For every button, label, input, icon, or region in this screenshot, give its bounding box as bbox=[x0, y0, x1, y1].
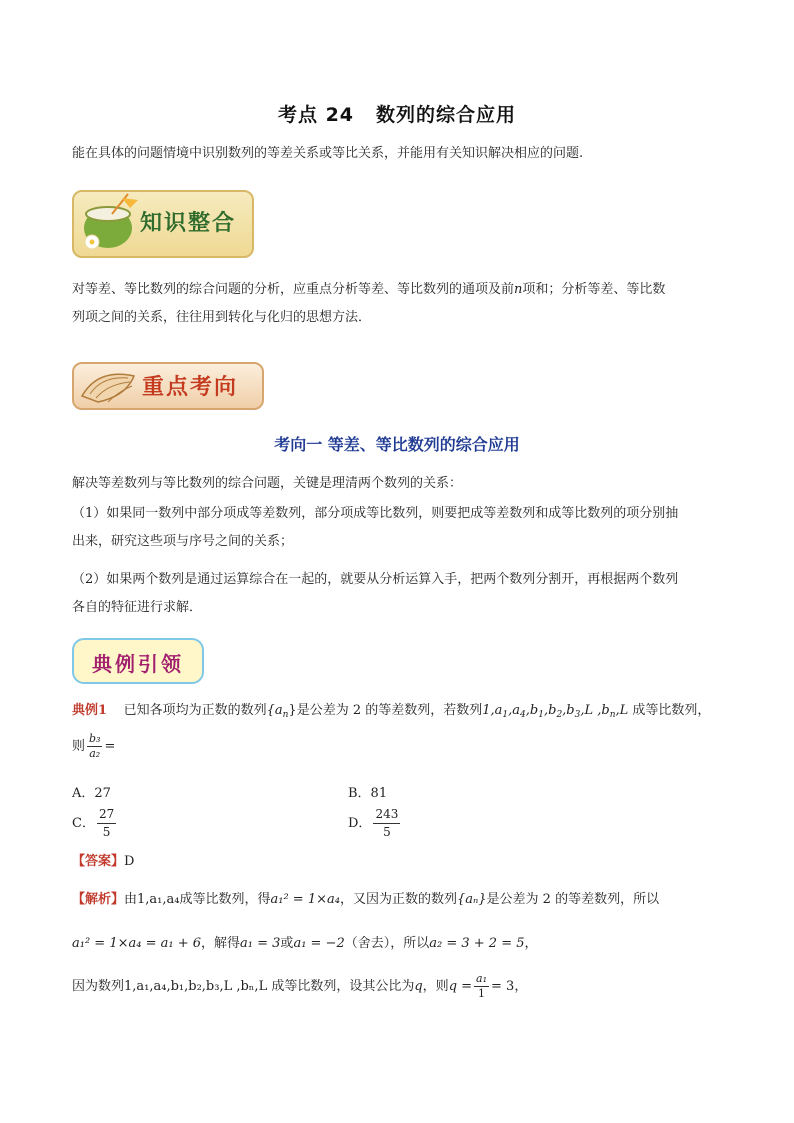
option-b[interactable]: B．81 bbox=[348, 786, 388, 801]
example1-ask-suffix: = bbox=[104, 739, 116, 754]
intro-paragraph: 能在具体的问题情境中识别数列的等差关系或等比关系，并能用有关知识解决相应的问题. bbox=[72, 146, 584, 161]
knowledge-text-line2: 列项之间的关系，往往用到转化与化归的思想方法． bbox=[72, 310, 372, 325]
example1-list-s4: 2 bbox=[556, 710, 563, 720]
option-d[interactable] bbox=[348, 806, 402, 841]
example1-list-s5: 3 bbox=[574, 710, 581, 720]
method-item1-line1: （1）如果同一数列中部分项成等差数列，部分项成等比数列，则要把成等差数列和成等比数列的项分别抽 bbox=[72, 506, 679, 521]
analysis-line-3 bbox=[72, 972, 732, 1001]
analysis-l3-eq-lhs: q = bbox=[448, 979, 473, 994]
knowledge-paragraph bbox=[72, 276, 727, 332]
example1-list-s3: 1 bbox=[538, 710, 544, 720]
example1-stem bbox=[72, 697, 732, 729]
knowledge-text-part1: 对等差、等比数列的综合问题的分析，应重点分析等差、等比数列的通项及前 bbox=[72, 282, 515, 297]
knowledge-text-part2: 项和；分析等差、等比数 bbox=[522, 282, 666, 297]
analysis-l2-a: ，解得 bbox=[201, 936, 241, 951]
example-banner bbox=[72, 638, 204, 684]
example1-stem-a: 已知各项均为正数的数列 bbox=[123, 703, 267, 718]
analysis-l2-r1: a₁ = 3 bbox=[240, 936, 281, 951]
answer-tag: 【答案】 bbox=[72, 854, 125, 869]
analysis-l2-r3: a₂ = 3 + 2 = 5 bbox=[429, 936, 525, 951]
example1-list-s6: n bbox=[609, 710, 616, 720]
example1-list-c5: ,L ,b bbox=[580, 703, 610, 718]
coconut-icon bbox=[78, 192, 142, 254]
option-d-label: D． bbox=[348, 816, 372, 831]
analysis-l1-a: 由1,a₁,a₄成等比数列，得 bbox=[124, 892, 271, 907]
analysis-l3-den: 1 bbox=[478, 987, 486, 1000]
example1-seq: {a bbox=[266, 703, 283, 718]
method-intro: 解决等差数列与等比数列的综合问题，关键是理清两个数列的关系： bbox=[72, 476, 463, 491]
option-c-fraction bbox=[97, 806, 116, 841]
analysis-l3-q: q bbox=[414, 979, 423, 994]
page-title bbox=[0, 100, 794, 127]
option-c[interactable] bbox=[72, 806, 118, 841]
analysis-l2-c: ， bbox=[524, 936, 538, 951]
example1-seq-sub: n bbox=[282, 710, 289, 720]
knowledge-banner bbox=[72, 190, 254, 258]
knowledge-var-n: n bbox=[514, 282, 523, 297]
answer-value: D bbox=[124, 854, 135, 869]
example-banner-label: 典例引领 bbox=[92, 652, 184, 676]
title-number: 24 bbox=[325, 104, 355, 126]
example1-ask-num: b₃ bbox=[89, 732, 101, 745]
analysis-line-2 bbox=[72, 930, 732, 958]
example1-list-c3: ,b bbox=[543, 703, 557, 718]
example1-list: 1,a bbox=[482, 703, 503, 718]
analysis-l3-b: ，则 bbox=[422, 979, 449, 994]
analysis-l3-c: ， bbox=[514, 979, 528, 994]
option-d-den: 5 bbox=[383, 825, 391, 839]
example1-seq-close: } bbox=[288, 703, 297, 718]
analysis-l2-eq: a₁² = 1×a₄ = a₁ + 6 bbox=[72, 936, 202, 951]
analysis-l1-eq: a₁² = 1×a₄ bbox=[270, 892, 340, 907]
example1-tag: 典例1 bbox=[72, 703, 108, 718]
example1-ask-den: a₂ bbox=[89, 747, 101, 760]
option-d-num: 243 bbox=[373, 806, 400, 824]
method-item2-line1: （2）如果两个数列是通过运算综合在一起的，就要从分析运算入手，把两个数列分割开，再根据两个数列 bbox=[72, 572, 679, 587]
option-d-fraction bbox=[373, 806, 400, 841]
example1-ask-fraction bbox=[87, 732, 102, 761]
example1-list-c2: ,b bbox=[525, 703, 539, 718]
option-a[interactable]: A．27 bbox=[72, 786, 111, 801]
focus-banner-label: 重点考向 bbox=[142, 374, 239, 400]
option-c-label: C． bbox=[72, 816, 95, 831]
example1-ask-prefix: 则 bbox=[72, 739, 86, 754]
analysis-l3-num: a₁ bbox=[476, 972, 488, 985]
method-item1-line2: 出来，研究这些项与序号之间的关系； bbox=[72, 534, 294, 549]
analysis-l3-a: 因为数列1,a₁,a₄,b₁,b₂,b₃,L ,bₙ,L 成等比数列，设其公比为 bbox=[72, 979, 415, 994]
answer-line bbox=[72, 848, 727, 876]
title-topic: 数列的综合应用 bbox=[376, 104, 517, 126]
analysis-l1-c: 是公差为 2 的等差数列，所以 bbox=[486, 892, 660, 907]
example1-list-c4: ,b bbox=[562, 703, 575, 718]
example1-list-c1: ,a bbox=[508, 703, 521, 718]
method-item-1 bbox=[72, 500, 727, 556]
title-label: 考点 bbox=[277, 104, 318, 126]
example1-list-c6: ,L bbox=[615, 703, 629, 718]
example1-question bbox=[72, 732, 727, 761]
example1-list-s1: 1 bbox=[502, 710, 509, 720]
analysis-l3-rhs: = 3 bbox=[491, 979, 515, 994]
section-subheading: 考向一 等差、等比数列的综合应用 bbox=[274, 435, 520, 454]
example1-list-s2: 4 bbox=[520, 710, 526, 720]
method-item-2 bbox=[72, 566, 727, 622]
analysis-l3-fraction bbox=[474, 972, 489, 1001]
analysis-l1-seq: {aₙ} bbox=[456, 892, 487, 907]
analysis-line-1 bbox=[72, 886, 732, 914]
example1-stem-b: 是公差为 2 的等差数列，若数列 bbox=[296, 703, 483, 718]
method-item2-line2: 各自的特征进行求解． bbox=[72, 600, 203, 615]
option-c-num: 27 bbox=[97, 806, 116, 824]
focus-banner bbox=[72, 362, 264, 410]
analysis-l2-r2: a₁ = −2 bbox=[293, 936, 345, 951]
analysis-l2-b: （舍去），所以 bbox=[344, 936, 430, 951]
analysis-tag: 【解析】 bbox=[72, 892, 125, 907]
option-c-den: 5 bbox=[102, 825, 111, 839]
knowledge-banner-label: 知识整合 bbox=[140, 210, 237, 236]
analysis-l1-b: ，又因为正数的数列 bbox=[339, 892, 457, 907]
analysis-l2-or: 或 bbox=[280, 936, 294, 951]
example1-stem-c: 成等比数列， bbox=[628, 703, 711, 718]
shell-icon bbox=[78, 366, 140, 406]
